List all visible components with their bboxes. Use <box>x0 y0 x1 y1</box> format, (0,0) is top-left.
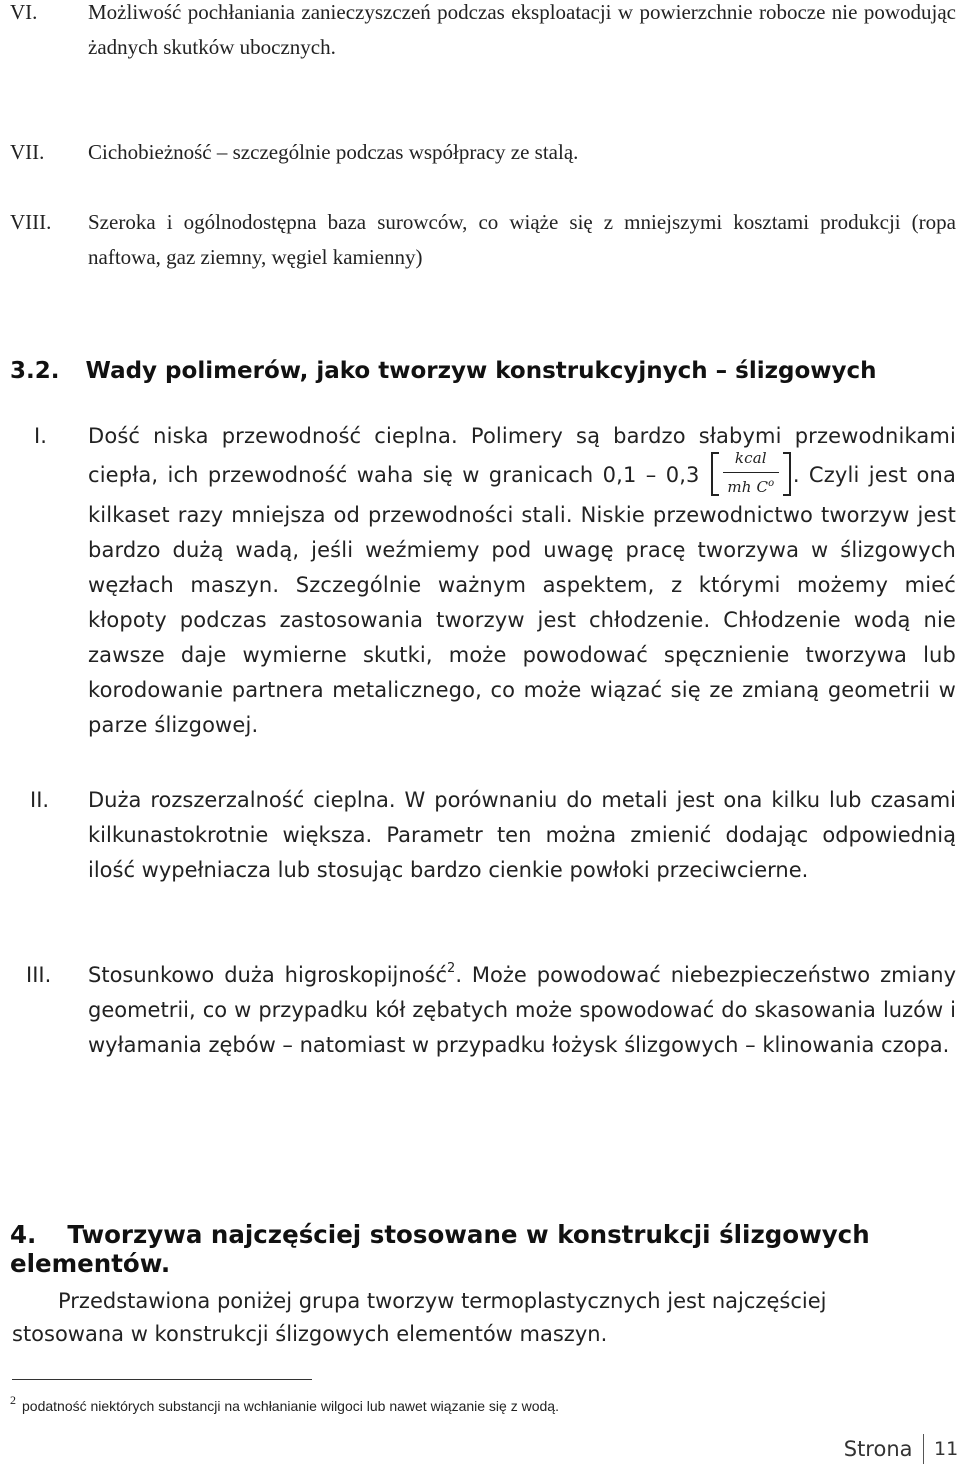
list-text-part: . Może powodować niebezpieczeństwo zmiany geometrii, co w przypadku kół zębatych może spowodować do skasowania luzów i wyłamania zębów – natomiast w przypadku łożysk ślizgowych – klinowania czopa. <box>88 963 956 1057</box>
section-title: Tworzywa najczęściej stosowane w konstrukcji ślizgowych elementów. <box>10 1220 870 1278</box>
page-footer <box>844 1431 960 1467</box>
list-text-part: Dość niska przewodność cieplna. Polimery są bardzo słabymi przewodnikami ciepła, ich przewodność waha się w granicach 0,1 – 0,3 <box>88 424 956 487</box>
degree-sup: o <box>768 478 775 489</box>
list-text: Szeroka i ogólnodostępna baza surowców, co wiąże się z mniejszymi kosztami produkcji (ropa naftowa, gaz ziemny, węgiel kamienny) <box>88 210 956 269</box>
list-number: I. <box>34 424 47 448</box>
list-text <box>88 958 956 1063</box>
list-number: II. <box>30 788 50 812</box>
section-heading-4 <box>10 1220 960 1278</box>
footer-label: Strona <box>843 1437 913 1461</box>
section-number: 4. <box>10 1220 37 1249</box>
list-number: VII. <box>10 140 45 164</box>
bracket-left <box>711 452 719 496</box>
list-text-part: Stosunkowo duża higroskopijność <box>88 963 448 987</box>
list-number: III. <box>26 963 52 987</box>
footnote-mark: 2 <box>10 1393 16 1407</box>
section-number: 3.2. <box>10 358 60 384</box>
list-text: Cichobieżność – szczególnie podczas współpracy ze stalą. <box>88 140 579 164</box>
footnote-separator <box>12 1379 312 1380</box>
formula-numerator: kcal <box>734 449 767 467</box>
list-number: VI. <box>10 0 38 24</box>
bracket-right <box>783 452 791 496</box>
list-number: VIII. <box>10 210 52 234</box>
section-heading-3-2 <box>10 358 877 384</box>
fraction-bar <box>723 472 779 473</box>
section-title: Wady polimerów, jako tworzyw konstrukcyjnych – ślizgowych <box>85 358 877 384</box>
list-text-part: . Czyli jest ona kilkaset razy mniejsza od przewodności stali. Niskie przewodnictwo tworzyw jest bardzo dużą wadą, jeśli weźmiemy pod uwagę pracę tworzywa w ślizgowych węzłach maszyn. Szczególnie ważnym aspektem, z którymi możemy mieć kłopoty podczas zastosowania tworzyw jest chłodzenie. Chłodzenie wodą nie zawsze daje wymierne skutki, może powodować spęcznienie tworzywa lub korodowanie partnera metalicznego, co może wiązać się ze zmianą geometrii w parze ślizgowej. <box>88 463 956 737</box>
list-text <box>88 419 956 743</box>
page-number: 11 <box>934 1438 959 1460</box>
section-4-paragraph: Przedstawiona poniżej grupa tworzyw termoplastycznych jest najczęściej stosowana w konstrukcji ślizgowych elementów maszyn. <box>12 1289 827 1346</box>
list-text: Duża rozszerzalność cieplna. W porównaniu do metali jest ona kilku lub czasami kilkunastokrotnie większa. Parametr ten można zmienić dodając odpowiednią ilość wypełniacza lub stosując bardzo cienkie powłoki przeciwcierne. <box>88 788 956 882</box>
footnote-text: podatność niektórych substancji na wchłanianie wilgoci lub nawet wiązanie się z wodą. <box>22 1398 559 1414</box>
footnote-ref[interactable]: 2 <box>447 961 456 976</box>
denominator-text: mh C <box>727 478 769 496</box>
unit-formula <box>711 449 791 498</box>
formula-denominator <box>723 474 779 497</box>
list-text: Możliwość pochłaniania zanieczyszczeń podczas eksploatacji w powierzchnie robocze nie powodując żadnych skutków ubocznych. <box>88 0 956 59</box>
